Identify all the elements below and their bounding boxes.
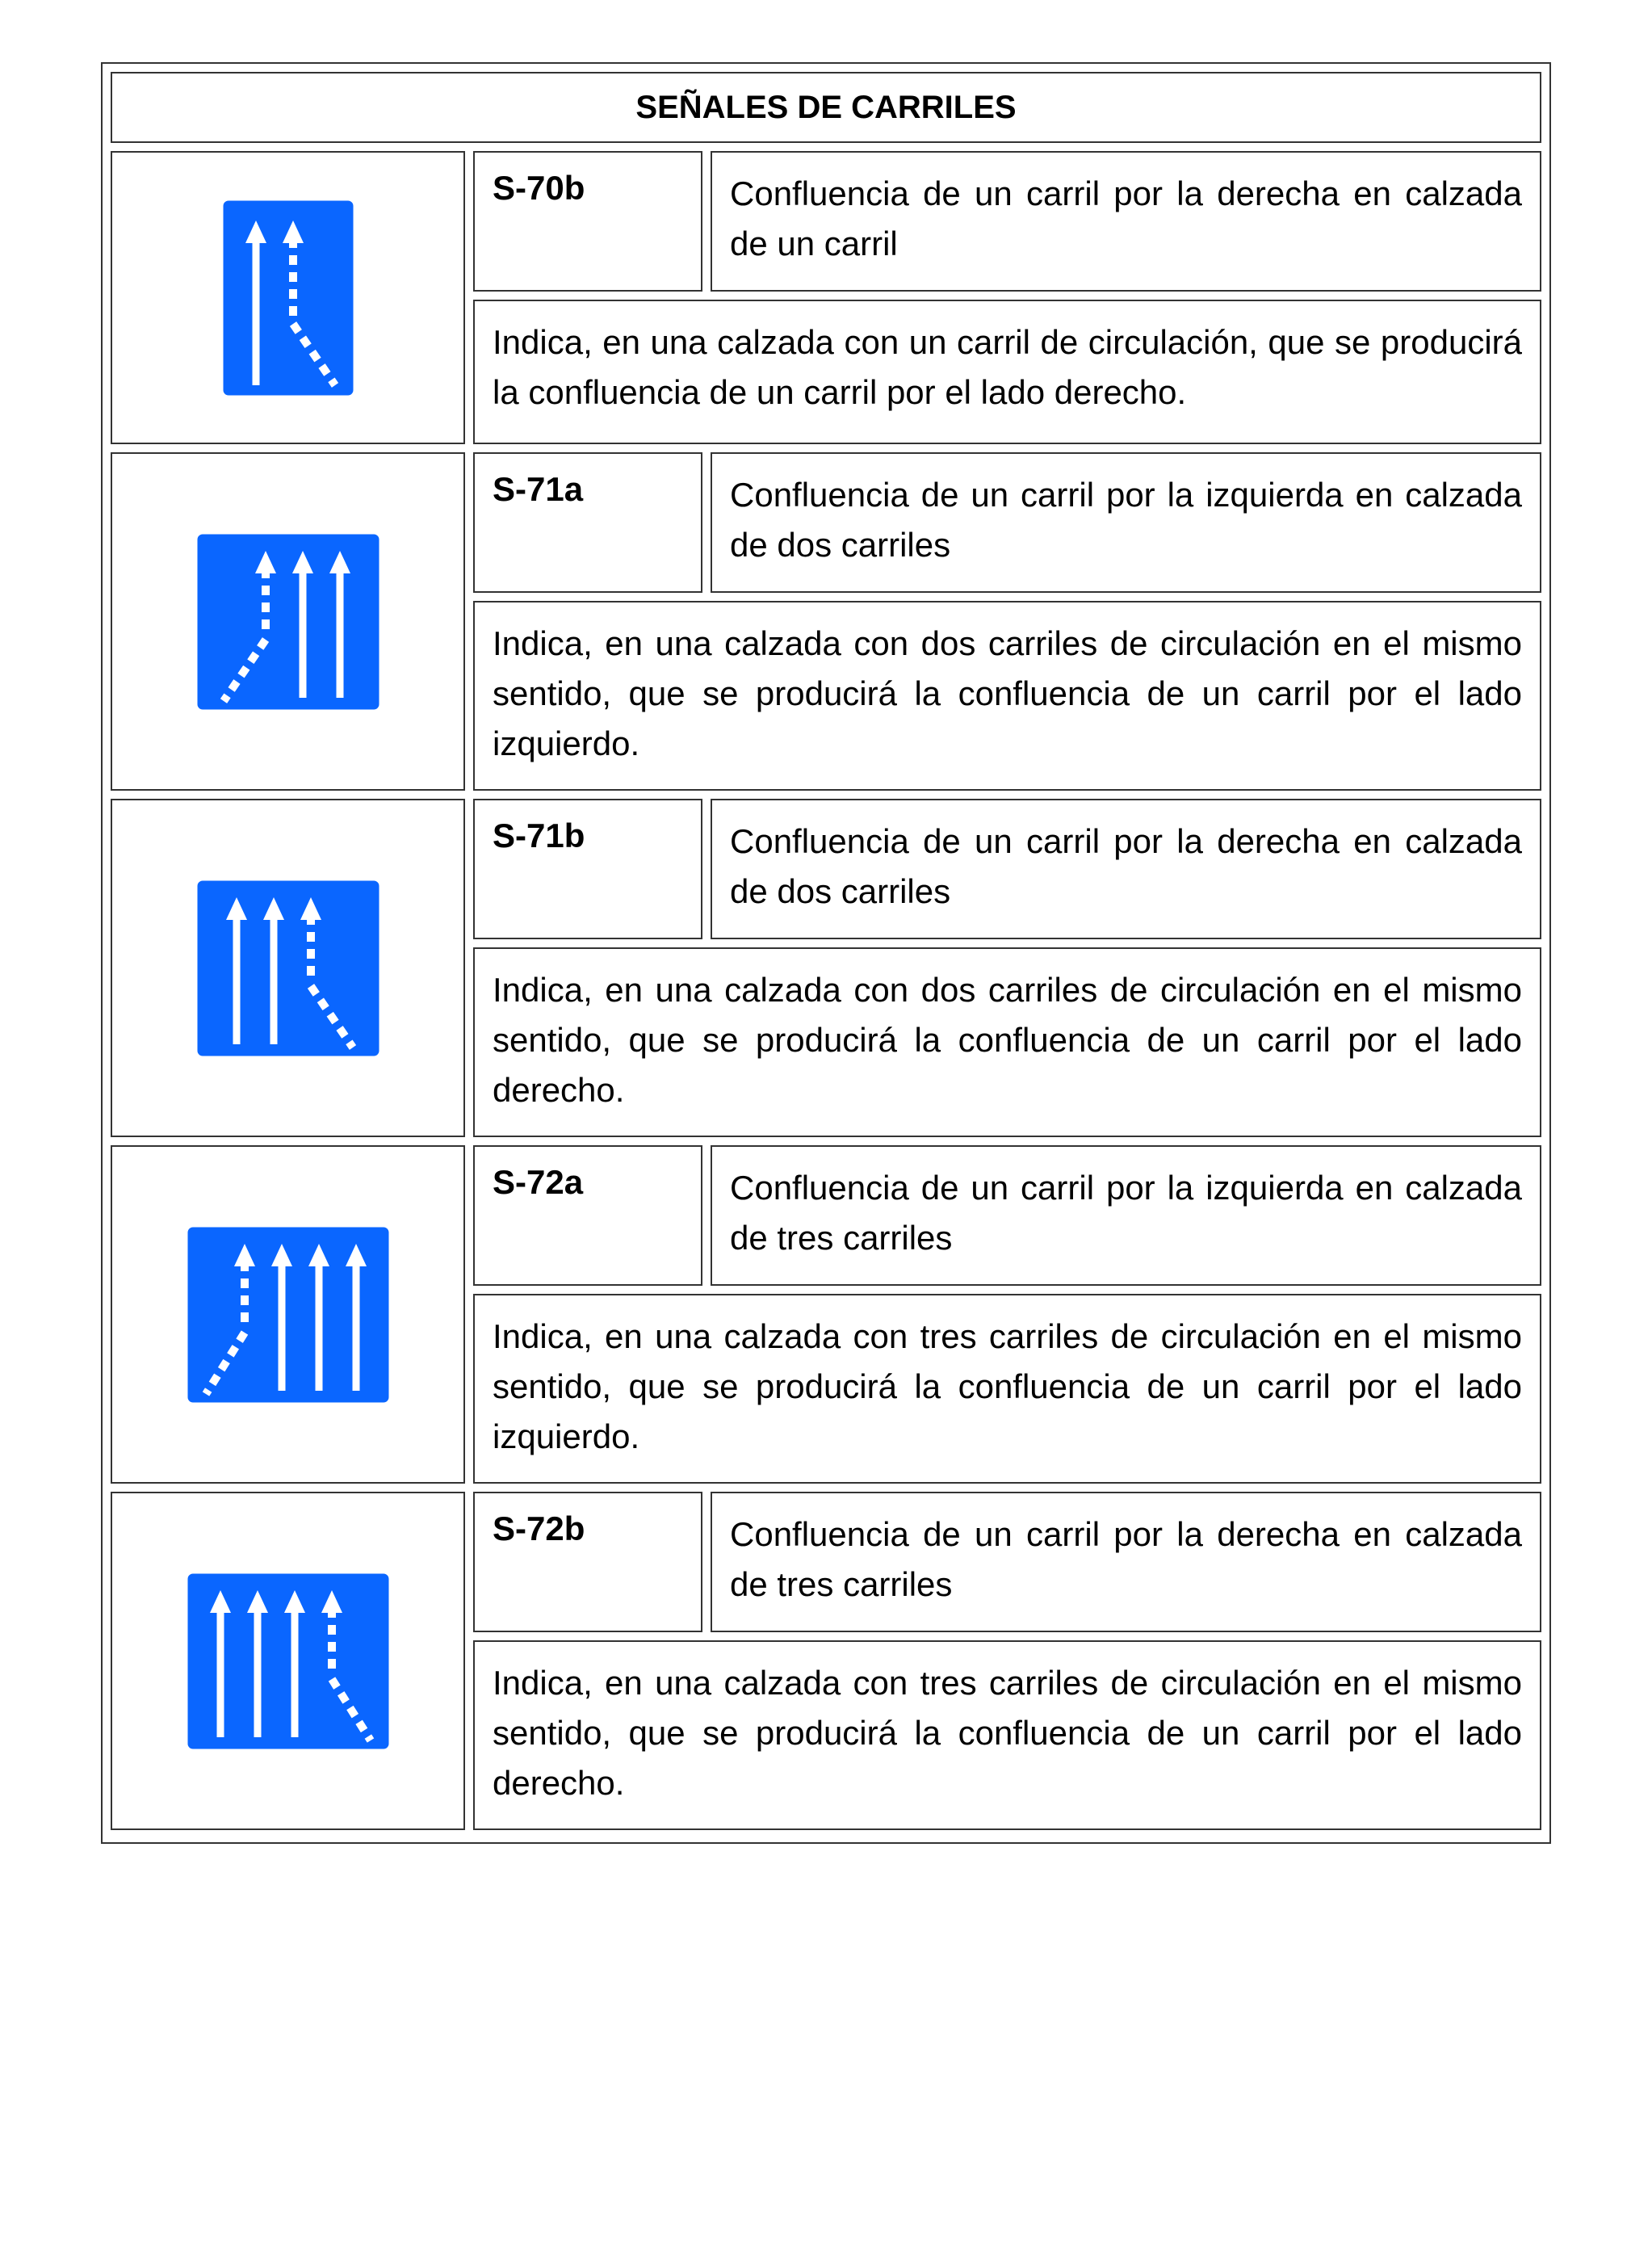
sign-name: Confluencia de un carril por la derecha en calzada de dos carriles xyxy=(711,799,1541,939)
sign-description: Indica, en una calzada con tres carriles de circulación en el mismo sentido, que se producirá la confluencia de un carril por el lado izquierdo. xyxy=(473,1294,1541,1484)
lane-merge-right-three-lanes-icon xyxy=(185,1571,392,1752)
sign-description: Indica, en una calzada con tres carriles de circulación en el mismo sentido, que se producirá la confluencia de un carril por el lado derecho. xyxy=(473,1640,1541,1830)
sign-description: Indica, en una calzada con un carril de circulación, que se producirá la confluencia de un carril por el lado derecho. xyxy=(473,300,1541,444)
lane-merge-left-two-lanes-icon xyxy=(195,531,382,712)
sign-code: S-71a xyxy=(473,452,702,593)
sign-name: Confluencia de un carril por la izquierda en calzada de tres carriles xyxy=(711,1145,1541,1286)
lane-merge-left-three-lanes-icon xyxy=(185,1224,392,1405)
sign-image-cell xyxy=(111,1145,465,1484)
table-title: SEÑALES DE CARRILES xyxy=(111,72,1541,143)
sign-code: S-70b xyxy=(473,151,702,292)
sign-name: Confluencia de un carril por la derecha en calzada de un carril xyxy=(711,151,1541,292)
sign-image-cell xyxy=(111,799,465,1137)
sign-description: Indica, en una calzada con dos carriles de circulación en el mismo sentido, que se producirá la confluencia de un carril por el lado izquierdo. xyxy=(473,601,1541,791)
lane-merge-right-two-lanes-icon xyxy=(195,878,382,1059)
sign-code: S-72a xyxy=(473,1145,702,1286)
sign-description: Indica, en una calzada con dos carriles de circulación en el mismo sentido, que se producirá la confluencia de un carril por el lado derecho. xyxy=(473,947,1541,1137)
sign-name: Confluencia de un carril por la izquierda en calzada de dos carriles xyxy=(711,452,1541,593)
lane-merge-right-one-lane-icon xyxy=(220,198,356,398)
sign-image-cell xyxy=(111,151,465,444)
sign-code: S-72b xyxy=(473,1492,702,1632)
sign-code: S-71b xyxy=(473,799,702,939)
sign-image-cell xyxy=(111,1492,465,1830)
sign-name: Confluencia de un carril por la derecha en calzada de tres carriles xyxy=(711,1492,1541,1632)
sign-image-cell xyxy=(111,452,465,791)
